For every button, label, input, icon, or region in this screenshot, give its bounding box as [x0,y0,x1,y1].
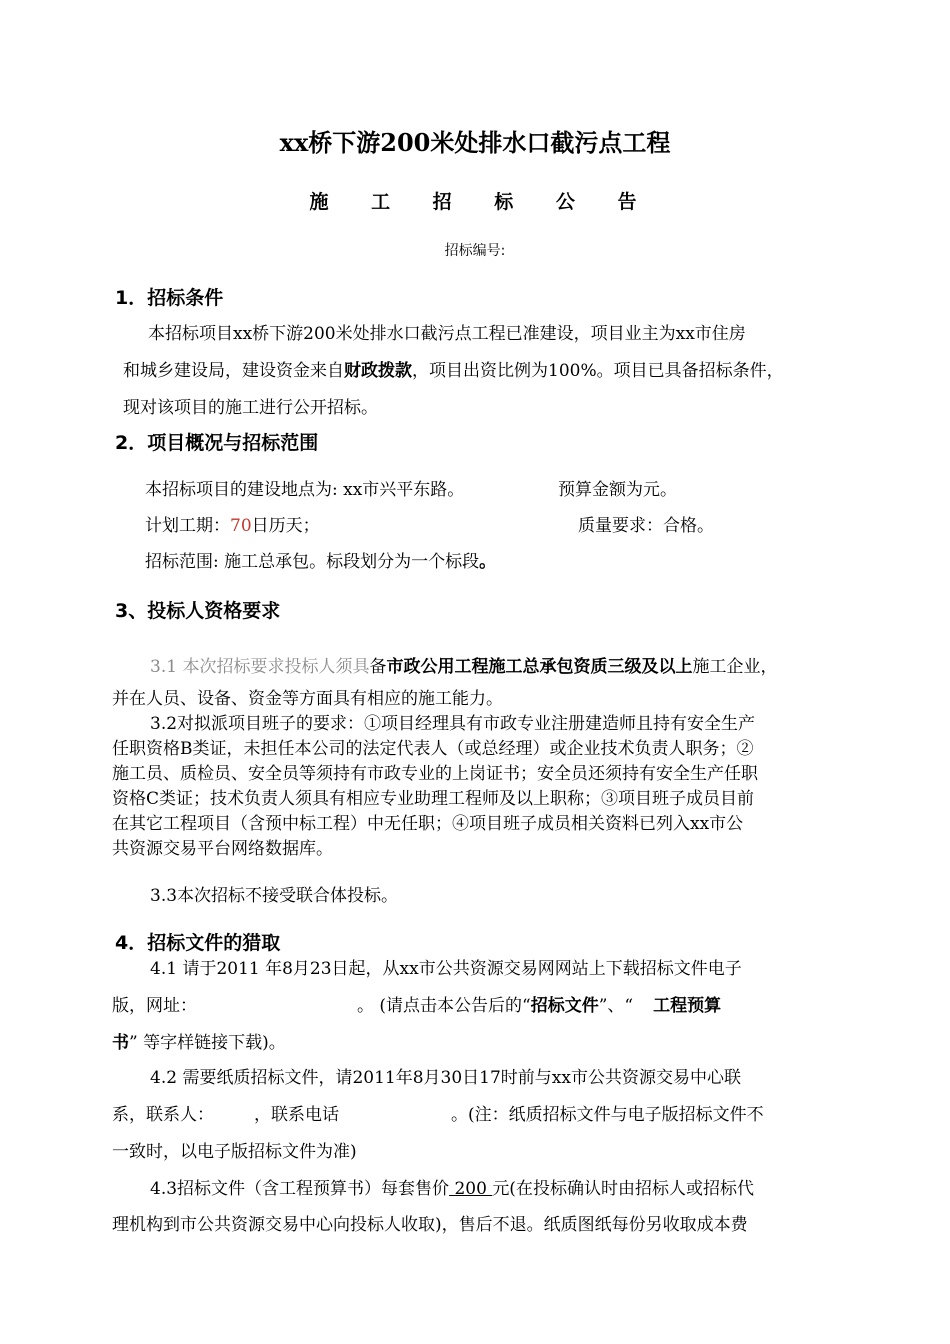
project-location: 本招标项目的建设地点为: xx市兴平东路。 [145,480,465,500]
qualification-3-1-cont: 并在人员、设备、资金等方面具有相应的施工能力。 [112,689,503,709]
qualification-3-2-line-4: 资格C类证；技术负责人须具有相应专业助理工程师及以上职称；③项目班子成员目前 [112,789,755,809]
price-line-1: 4.3招标文件（含工程预算书）每套售价 200 元(在投标确认时由招标人或招标代 [150,1179,754,1199]
section-4-heading: 4．招标文件的猎取 [115,932,281,954]
qualification-3-3: 3.3本次招标不接受联合体投标。 [150,886,399,906]
download-line-2: 版，网址： 。 (请点击本公告后的“招标文件”、“ 工程预算 [112,996,722,1016]
document-title: xx桥下游200米处排水口截污点工程 [279,128,671,157]
qualification-3-2-line-5: 在其它工程项目（含预中标工程）中无任职；④项目班子成员相关资料已列入xx市公 [112,814,744,834]
paper-docs-line-1: 4.2 需要纸质招标文件，请2011年8月30日17时前与xx市公共资源交易中心联 [150,1068,741,1088]
paper-docs-line-2: 系，联系人： ，联系电话 。(注：纸质招标文件与电子版招标文件不 [112,1105,764,1125]
qualification-3-2-line-2: 任职资格B类证，未担任本公司的法定代表人（或总经理）或企业技术负责人职务；② [112,739,754,759]
section-2-heading: 2．项目概况与招标范围 [115,432,319,454]
project-budget: 预算金额为元。 [558,480,677,500]
required-qualification: 市政公用工程施工总承包资质三级及以上 [386,657,693,677]
qualification-3-2-line-1: 3.2对拟派项目班子的要求：①项目经理具有市政专业注册建造师且持有安全生产 [150,714,756,734]
document-price: 200 [449,1179,493,1199]
section-3-heading: 3、投标人资格要求 [115,600,281,622]
bid-number-label: 招标编号: [444,243,506,259]
section-1-line-3: 现对该项目的施工进行公开招标。 [123,398,378,418]
project-period: 计划工期：70日历天； [145,516,320,536]
funding-source: 财政拨款 [344,361,412,381]
document-subtitle: 施 工 招 标 公 告 [309,191,655,213]
qualification-3-2-line-3: 施工员、质检员、安全员等须持有市政专业的上岗证书；安全员还须持有安全生产任职 [112,764,758,784]
qualification-3-2-line-6: 共资源交易平台网络数据库。 [112,839,333,859]
section-1-heading: 1．招标条件 [115,287,224,309]
qualification-3-1: 3.1 本次招标要求投标人须具备市政公用工程施工总承包资质三级及以上施工企业， [150,657,778,677]
section-1-line-1: 本招标项目xx桥下游200米处排水口截污点工程已准建设，项目业主为xx市住房 [148,324,746,344]
download-line-1: 4.1 请于2011 年8月23日起，从xx市公共资源交易网网站上下载招标文件电子 [150,959,742,979]
section-1-line-2: 和城乡建设局，建设资金来自财政拨款，项目出资比例为100%。项目已具备招标条件， [123,361,784,381]
quality-requirement: 质量要求：合格。 [578,516,714,536]
paper-docs-line-3: 一致时，以电子版招标文件为准) [112,1142,357,1162]
tender-scope: 招标范围: 施工总承包。标段划分为一个标段。 [145,552,497,572]
link-tender-documents[interactable]: 招标文件 [530,996,599,1016]
link-budget-book[interactable]: 工程预算 [653,996,722,1016]
download-line-3: 书” 等字样链接下载)。 [112,1033,286,1053]
price-line-2: 理机构到市公共资源交易中心向投标人收取)，售后不退。纸质图纸每份另收取成本费 [112,1215,748,1235]
period-days: 70 [230,516,252,536]
